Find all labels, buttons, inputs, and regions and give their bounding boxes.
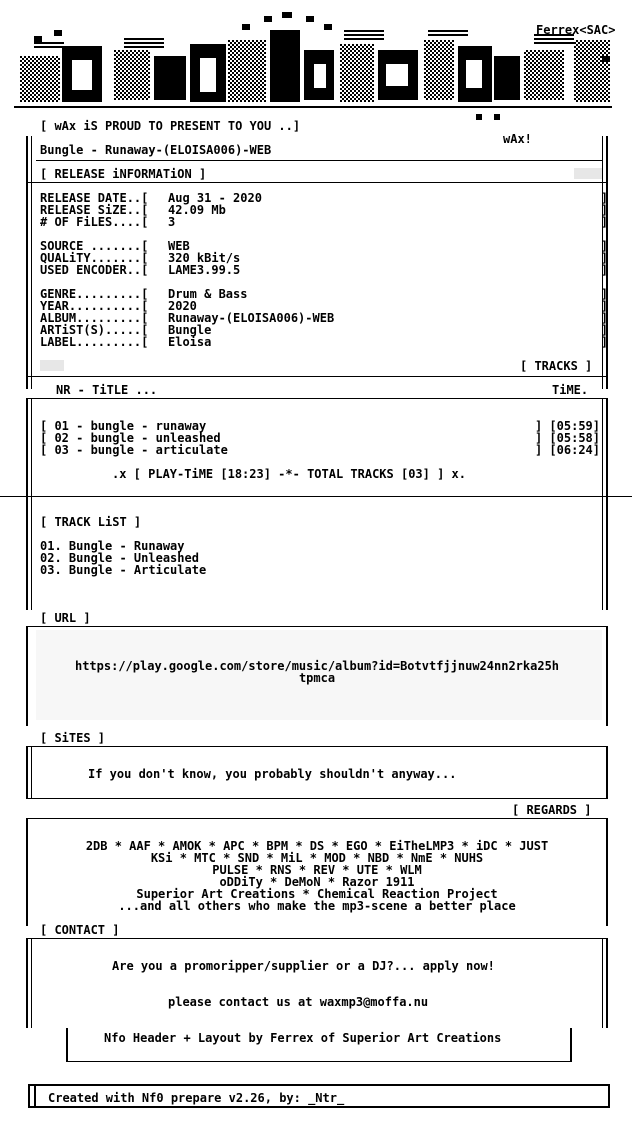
info-heading: [ RELEASE iNFORMATiON ] — [40, 167, 207, 181]
group-tag: wAx! — [503, 132, 532, 146]
frame-left-url — [26, 626, 28, 726]
info-value: Aug 31 - 2020 — [168, 191, 262, 205]
track-title: [ 03 - bungle - articulate — [40, 443, 228, 457]
tracklist-item: 02. Bungle - Unleashed — [40, 551, 199, 565]
frame-right-contact-inner — [602, 938, 603, 1028]
sites-bottom-rule — [26, 798, 608, 799]
info-end: ] — [600, 215, 608, 229]
info-key: SOURCE .......[ — [40, 239, 149, 253]
regards-heading-rule — [26, 818, 608, 819]
frame-left-top-inner — [31, 136, 32, 389]
contact-email[interactable]: please contact us at waxmp3@moffa.nu — [168, 995, 429, 1009]
release-name-underline — [36, 160, 602, 161]
info-heading-rule — [26, 182, 608, 183]
frame-right-sites — [606, 746, 608, 798]
tracklist-item: 03. Bungle - Articulate — [40, 563, 207, 577]
info-end: ] — [600, 263, 608, 277]
info-key: ALBUM.........[ — [40, 311, 149, 325]
info-key: USED ENCODER..[ — [40, 263, 149, 277]
frame-left-contact-inner — [31, 938, 32, 1028]
url-link[interactable]: https://play.google.com/store/music/album?id=Botvtfjjnuw24nn2rka25h — [74, 659, 560, 673]
group-logo-art — [14, 10, 612, 120]
header-credit: Ferrex<SAC> — [536, 23, 616, 37]
regards-line: PULSE * RNS * REV * UTE * WLM — [212, 863, 422, 877]
tracklist-item: 01. Bungle - Runaway — [40, 539, 185, 553]
info-key: RELEASE DATE..[ — [40, 191, 149, 205]
tracks-shade — [40, 360, 64, 371]
sites-heading: [ SiTES ] — [40, 731, 106, 745]
credit-bottom-rule — [66, 1061, 572, 1062]
tracks-top-rule — [26, 398, 608, 399]
frame-right-url — [606, 626, 608, 726]
frame-left-sites — [26, 746, 28, 798]
tracks-heading: [ TRACKS ] — [520, 359, 593, 373]
url-link-continued[interactable]: tpmca — [298, 671, 336, 685]
frame-left-sites-inner — [31, 746, 32, 798]
frame-left-tracks-inner — [31, 398, 32, 610]
regards-line: oDDiTy * DeMoN * Razor 1911 — [219, 875, 415, 889]
proud-line: [ wAx iS PROUD TO PRESENT TO YOU ..] — [40, 119, 301, 133]
regards-line: Superior Art Creations * Chemical Reaction Project — [136, 887, 498, 901]
created-box-accent — [34, 1084, 36, 1108]
release-name: Bungle - Runaway-(ELOISA006)-WEB — [40, 143, 272, 157]
info-value: 320 kBit/s — [168, 251, 241, 265]
sites-text: If you don't know, you probably shouldn't anyway... — [88, 767, 457, 781]
track-time: ] [06:24] — [534, 443, 600, 457]
credit-bracket-right — [570, 1028, 572, 1062]
regards-line: 2DB * AAF * AMOK * APC * BPM * DS * EGO * EiTheLMP3 * iDC * JUST — [85, 839, 549, 853]
info-value: LAME3.99.5 — [168, 263, 241, 277]
tracks-col-time: TiME. — [552, 383, 589, 397]
tracks-col-title: NR - TiTLE ... — [56, 383, 158, 397]
tracks-summary: .x [ PLAY-TiME [18:23] -*- TOTAL TRACKS [03] ] x. — [112, 467, 467, 481]
info-end: ] — [600, 299, 608, 313]
tracks-summary-rule — [0, 496, 632, 497]
info-value: 42.09 Mb — [168, 203, 226, 217]
info-value: 2020 — [168, 299, 197, 313]
info-shade — [574, 168, 602, 179]
tracklist-heading: [ TRACK LiST ] — [40, 515, 142, 529]
info-key: GENRE.........[ — [40, 287, 149, 301]
track-time: ] [05:59] — [534, 419, 600, 433]
regards-line: ...and all others who make the mp3-scene a better place — [118, 899, 516, 913]
info-row — [40, 216, 608, 228]
url-heading: [ URL ] — [40, 611, 91, 625]
frame-right-contact — [606, 938, 608, 1028]
info-key: LABEL.........[ — [40, 335, 149, 349]
frame-left-contact — [26, 938, 28, 1028]
info-row — [40, 264, 608, 276]
info-end: ] — [600, 287, 608, 301]
frame-left-top — [26, 136, 28, 389]
info-end: ] — [600, 311, 608, 325]
info-row — [40, 336, 608, 348]
tracks-heading-rule — [26, 376, 608, 377]
info-key: # OF FiLES....[ — [40, 215, 149, 229]
info-end: ] — [600, 203, 608, 217]
layout-credit: Nfo Header + Layout by Ferrex of Superior Art Creations — [104, 1031, 502, 1045]
contact-heading-rule — [26, 938, 608, 939]
info-value: Eloisa — [168, 335, 212, 349]
info-key: YEAR..........[ — [40, 299, 149, 313]
info-value: 3 — [168, 215, 176, 229]
track-title: [ 01 - bungle - runaway — [40, 419, 207, 433]
url-heading-rule — [26, 626, 608, 627]
sites-heading-rule — [26, 746, 608, 747]
frame-right-tracks-inner — [602, 398, 603, 610]
credit-bracket-left — [66, 1028, 68, 1062]
info-value: Bungle — [168, 323, 212, 337]
info-value: WEB — [168, 239, 190, 253]
info-end: ] — [600, 251, 608, 265]
created-with: Created with Nf0 prepare v2.26, by: _Ntr_ — [48, 1091, 345, 1105]
frame-right-tracks — [606, 398, 608, 610]
track-row — [40, 444, 600, 456]
track-time: ] [05:58] — [534, 431, 600, 445]
frame-left-tracks — [26, 398, 28, 610]
info-key: ARTiST(S).....[ — [40, 323, 149, 337]
regards-line: KSi * MTC * SND * MiL * MOD * NBD * NmE * NUHS — [150, 851, 484, 865]
contact-apply: Are you a promoripper/supplier or a DJ?... apply now! — [112, 959, 495, 973]
info-value: Runaway-(ELOISA006)-WEB — [168, 311, 335, 325]
info-key: QUALiTY.......[ — [40, 251, 149, 265]
info-value: Drum & Bass — [168, 287, 248, 301]
info-end: ] — [600, 191, 608, 205]
contact-heading: [ CONTACT ] — [40, 923, 120, 937]
track-title: [ 02 - bungle - unleashed — [40, 431, 221, 445]
info-end: ] — [600, 335, 608, 349]
regards-heading: [ REGARDS ] — [512, 803, 592, 817]
info-end: ] — [600, 323, 608, 337]
info-end: ] — [600, 239, 608, 253]
info-key: RELEASE SiZE..[ — [40, 203, 149, 217]
